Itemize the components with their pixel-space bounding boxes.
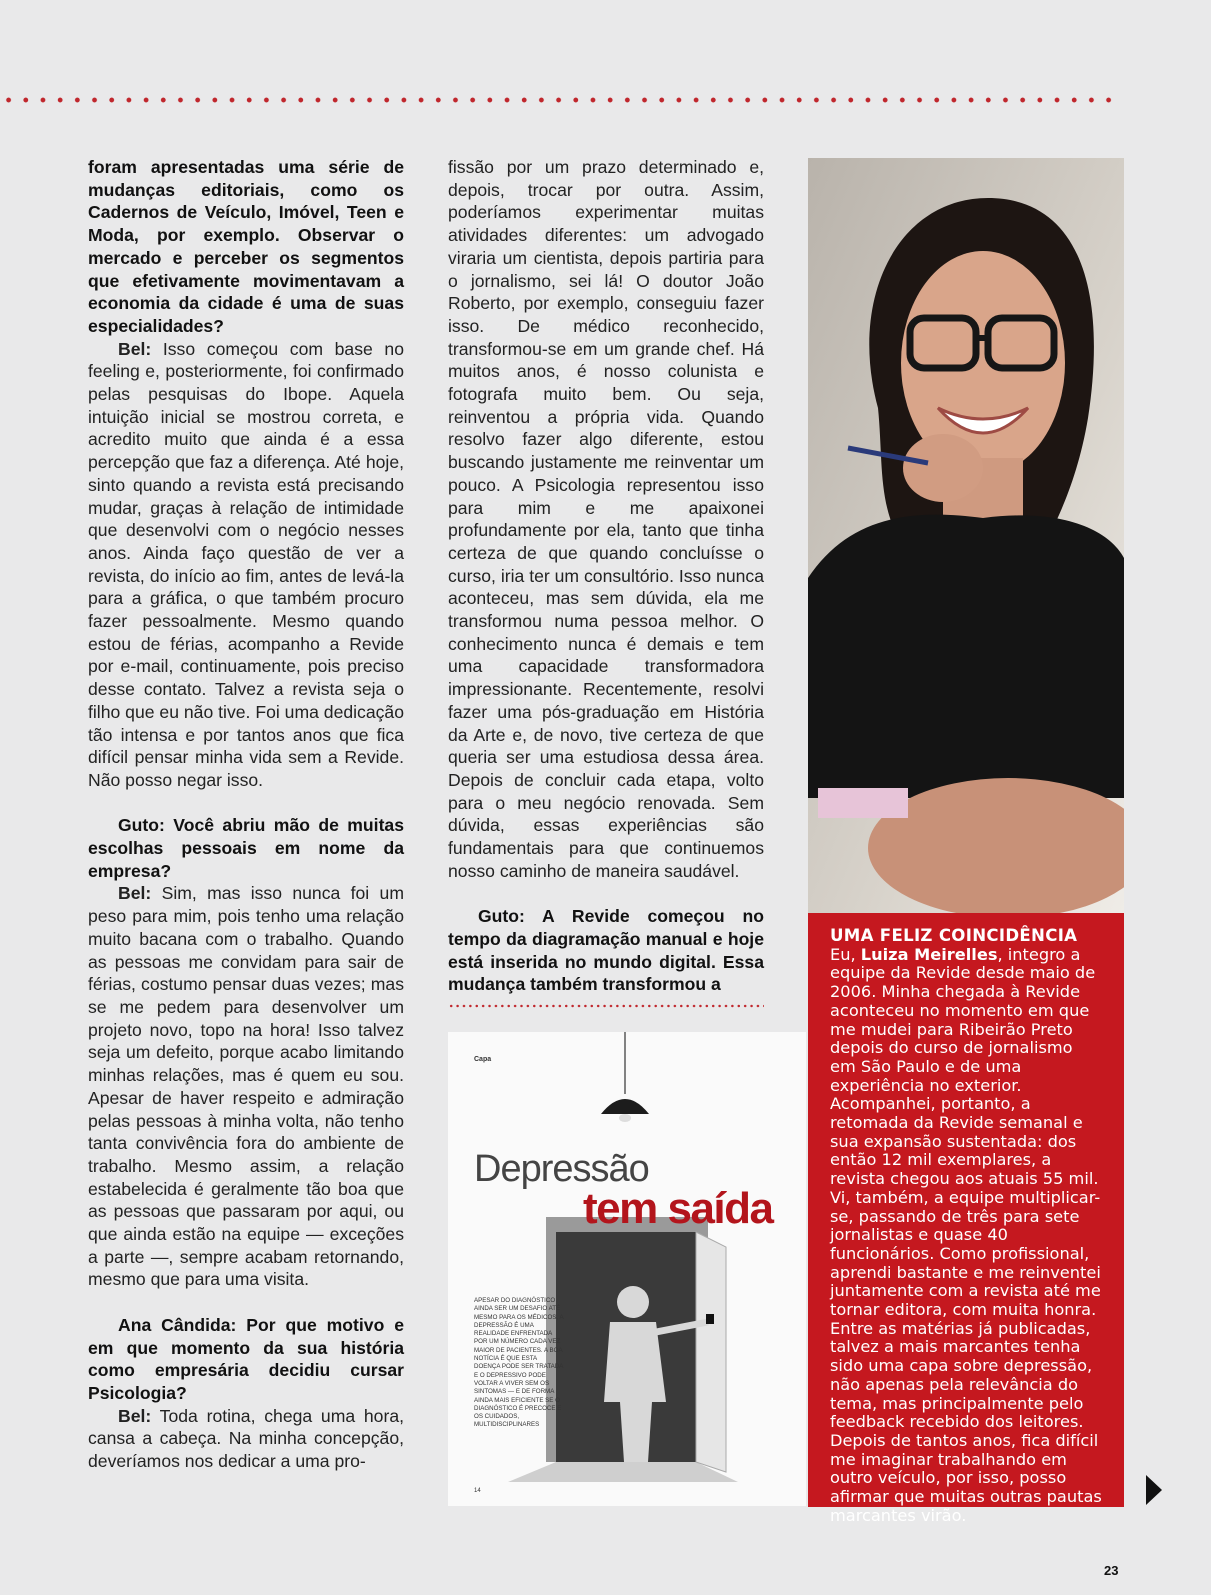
paragraph-gap [88, 792, 404, 815]
sidebar-box [808, 913, 1124, 1525]
interview-answer [88, 1405, 404, 1473]
paragraph-gap [88, 1291, 404, 1314]
top-dotted-rule [0, 96, 1122, 104]
interview-question: Guto: A Revide começou no tempo da diagramação manual e hoje está inserida no mundo digital. Essa mudança também transformou a [448, 906, 764, 995]
next-page-arrow-icon [1146, 1475, 1162, 1505]
text-column-middle [448, 156, 764, 996]
thumb-page-number: 14 [474, 1488, 481, 1494]
answer-text: Sim, mas isso nunca foi um peso para mim, pois tenho uma relação muito bacana com o trabalho. Quando as pessoas me convidam para sair de férias, costumo pensar duas vezes; mas se me pedem para desenvolver um projeto novo, topo na hora! Isso talvez seja um defeito, porque acabo limitando minhas relações, mas é quem eu sou. Apesar de haver respeito e admiração pelas pessoas à minha volta, não tenho tanta convivência fora do ambiente de trabalho. Mesmo assim, a relação estabelecida é geralmente tão boa que as pessoas que passaram por aqui, ou que ainda estão na equipe — exceções a parte —, sempre acabam retornando, mesmo que para uma visita. [88, 883, 404, 1290]
speaker-label: Bel: [118, 1405, 152, 1426]
interview-question: foram apresentadas uma série de mudanças editoriais, como os Cadernos de Veículo, Imóvel, Teen e Moda, por exemplo. Observar o mercado e perceber os segmentos que efetivamente movimentavam a economia da cidade é uma de suas especialidades? [88, 157, 404, 336]
thumbnail-illustration [448, 1032, 806, 1506]
thumb-section: Capa [474, 1056, 492, 1063]
interview-answer [88, 882, 404, 1291]
body-paragraph: fissão por um prazo determinado e, depois, trocar por outra. Assim, poderíamos experimentar muitas atividades diferentes: um advogado viraria um cientista, depois partiria para o jornalismo, sei lá! O doutor João Roberto, por exemplo, conseguiu fazer isso. De médico reconhecido, transformou-se em um grande chef. Há muitos anos, é nosso colunista e fotografa muito bem. Ou seja, reinventou a própria vida. Quando resolvo fazer algo diferente, estou buscando justamente me reinventar um pouco. A Psicologia representou isso para mim e me apaixonei profundamente por ela, tanto que tinha certeza de que quando concluísse o curso, iria ter um consultório. Isso nunca aconteceu, mas sem dúvida, ela me transformou numa pessoa melhor. O conhecimento nunca é demais e tem uma capacidade transformadora impressionante. Recentemente, resolvi fazer uma pós-graduação em História da Arte e, de novo, tive certeza de que queria ser uma estudiosa dessa área. Depois de concluir cada etapa, volto para o meu negócio renovada. Sem dúvida, essas experiências são fundamentais para que continuemos nosso caminho de maneira saudável. [448, 157, 764, 881]
interview-question: Ana Cândida: Por que motivo e em que momento da sua história como empresária decidiu cursar Psicologia? [88, 1314, 404, 1403]
answer-text: Toda rotina, chega uma hora, cansa a cabeça. Na minha concepção, deveríamos nos dedicar a uma pro- [88, 1405, 404, 1472]
sidebar-intro: Eu, [830, 944, 861, 964]
thumb-title-line2: tem saída [583, 1184, 773, 1233]
page-number: 23 [1104, 1563, 1119, 1578]
speaker-label: Bel: [118, 883, 152, 904]
text-column-left [88, 156, 404, 1473]
magazine-page-thumbnail [448, 1032, 806, 1506]
sidebar-text: , integro a equipe da Revide desde maio de 2006. Minha chegada à Revide aconteceu no momento em que me mudei para Ribeirão Preto depois do curso de jornalismo em São Paulo e de uma experiência no exterior. Acompanhei, portanto, a retomada da Revide semanal e sua expansão sustentada: dos então 12 mil exemplares, a revista chegou aos atuais 55 mil. Vi, também, a equipe multiplicar-se, passando de três para sete jornalistas e quase 40 funcionários. Como profissional, aprendi bastante e me reinventei juntamente com a revista até me tornar editora, com muita honra. Entre as matérias já publicadas, talvez a mais marcantes tenha sido uma capa sobre depressão, não apenas pela relevância do tema, mas principalmente pelo feedback recebido dos leitores. Depois de tantos anos, fica difícil me imaginar trabalhando em outro veículo, por isso, posso afirmar que muitas outras pautas marcantes virão. [830, 944, 1102, 1525]
speaker-label: Bel: [118, 338, 152, 359]
sidebar-title: UMA FELIZ COINCIDÊNCIA [830, 926, 1078, 945]
paragraph-gap [448, 883, 764, 906]
interview-question: Guto: Você abriu mão de muitas escolhas pessoais em nome da empresa? [88, 815, 404, 881]
portrait-illustration [808, 158, 1124, 913]
answer-text: Isso começou com base no feeling e, posteriormente, foi confirmado pelas pesquisas do Ibope. Aquela intuição inicial se mostrou correta, e acredito muito que ainda é a essa percepção que faz a diferença. Até hoje, sinto quando a revista está precisando mudar, graças à relação de intimidade que desenvolvi com o negócio nesses anos. Ainda faço questão de ver a revista, do início ao fim, antes de levá-la para a gráfica, o que também procuro fazer pessoalmente. Mesmo quando estou de férias, acompanho a Revide por e-mail, continuamente, pois preciso desse contato. Talvez a revista seja o filho que eu não tive. Foi uma dedicação tão intensa e por tantos anos que fica difícil pensar minha vida sem a Revide. Não posso negar isso. [88, 338, 404, 790]
column-dotted-rule [448, 1004, 764, 1008]
thumb-title-line1: Depressão [474, 1148, 649, 1190]
thumb-body: APESAR DO DIAGNÓSTICO AINDA SER UM DESAFIO ATÉ MESMO PARA OS MÉDICOS, A DEPRESSÃO É UMA REALIDADE ENFRENTADA POR UM NÚMERO CADA VEZ MAIOR DE PACIENTES. A BOA NOTÍCIA É QUE ESTA DOENÇA PODE SER TRATADA E O DEPRESSIVO PODE VOLTAR A VIVER SEM OS SINTOMAS — E DE FORMA AINDA MAIS EFICIENTE SE O DIAGNÓSTICO É PRECOCE E OS CUIDADOS, MULTIDISCIPLINARES [474, 1297, 564, 1429]
sidebar-author-name: Luiza Meirelles [860, 944, 998, 964]
sidebar-body [830, 946, 1102, 1526]
portrait-photo [808, 158, 1124, 913]
interview-answer [88, 338, 404, 792]
